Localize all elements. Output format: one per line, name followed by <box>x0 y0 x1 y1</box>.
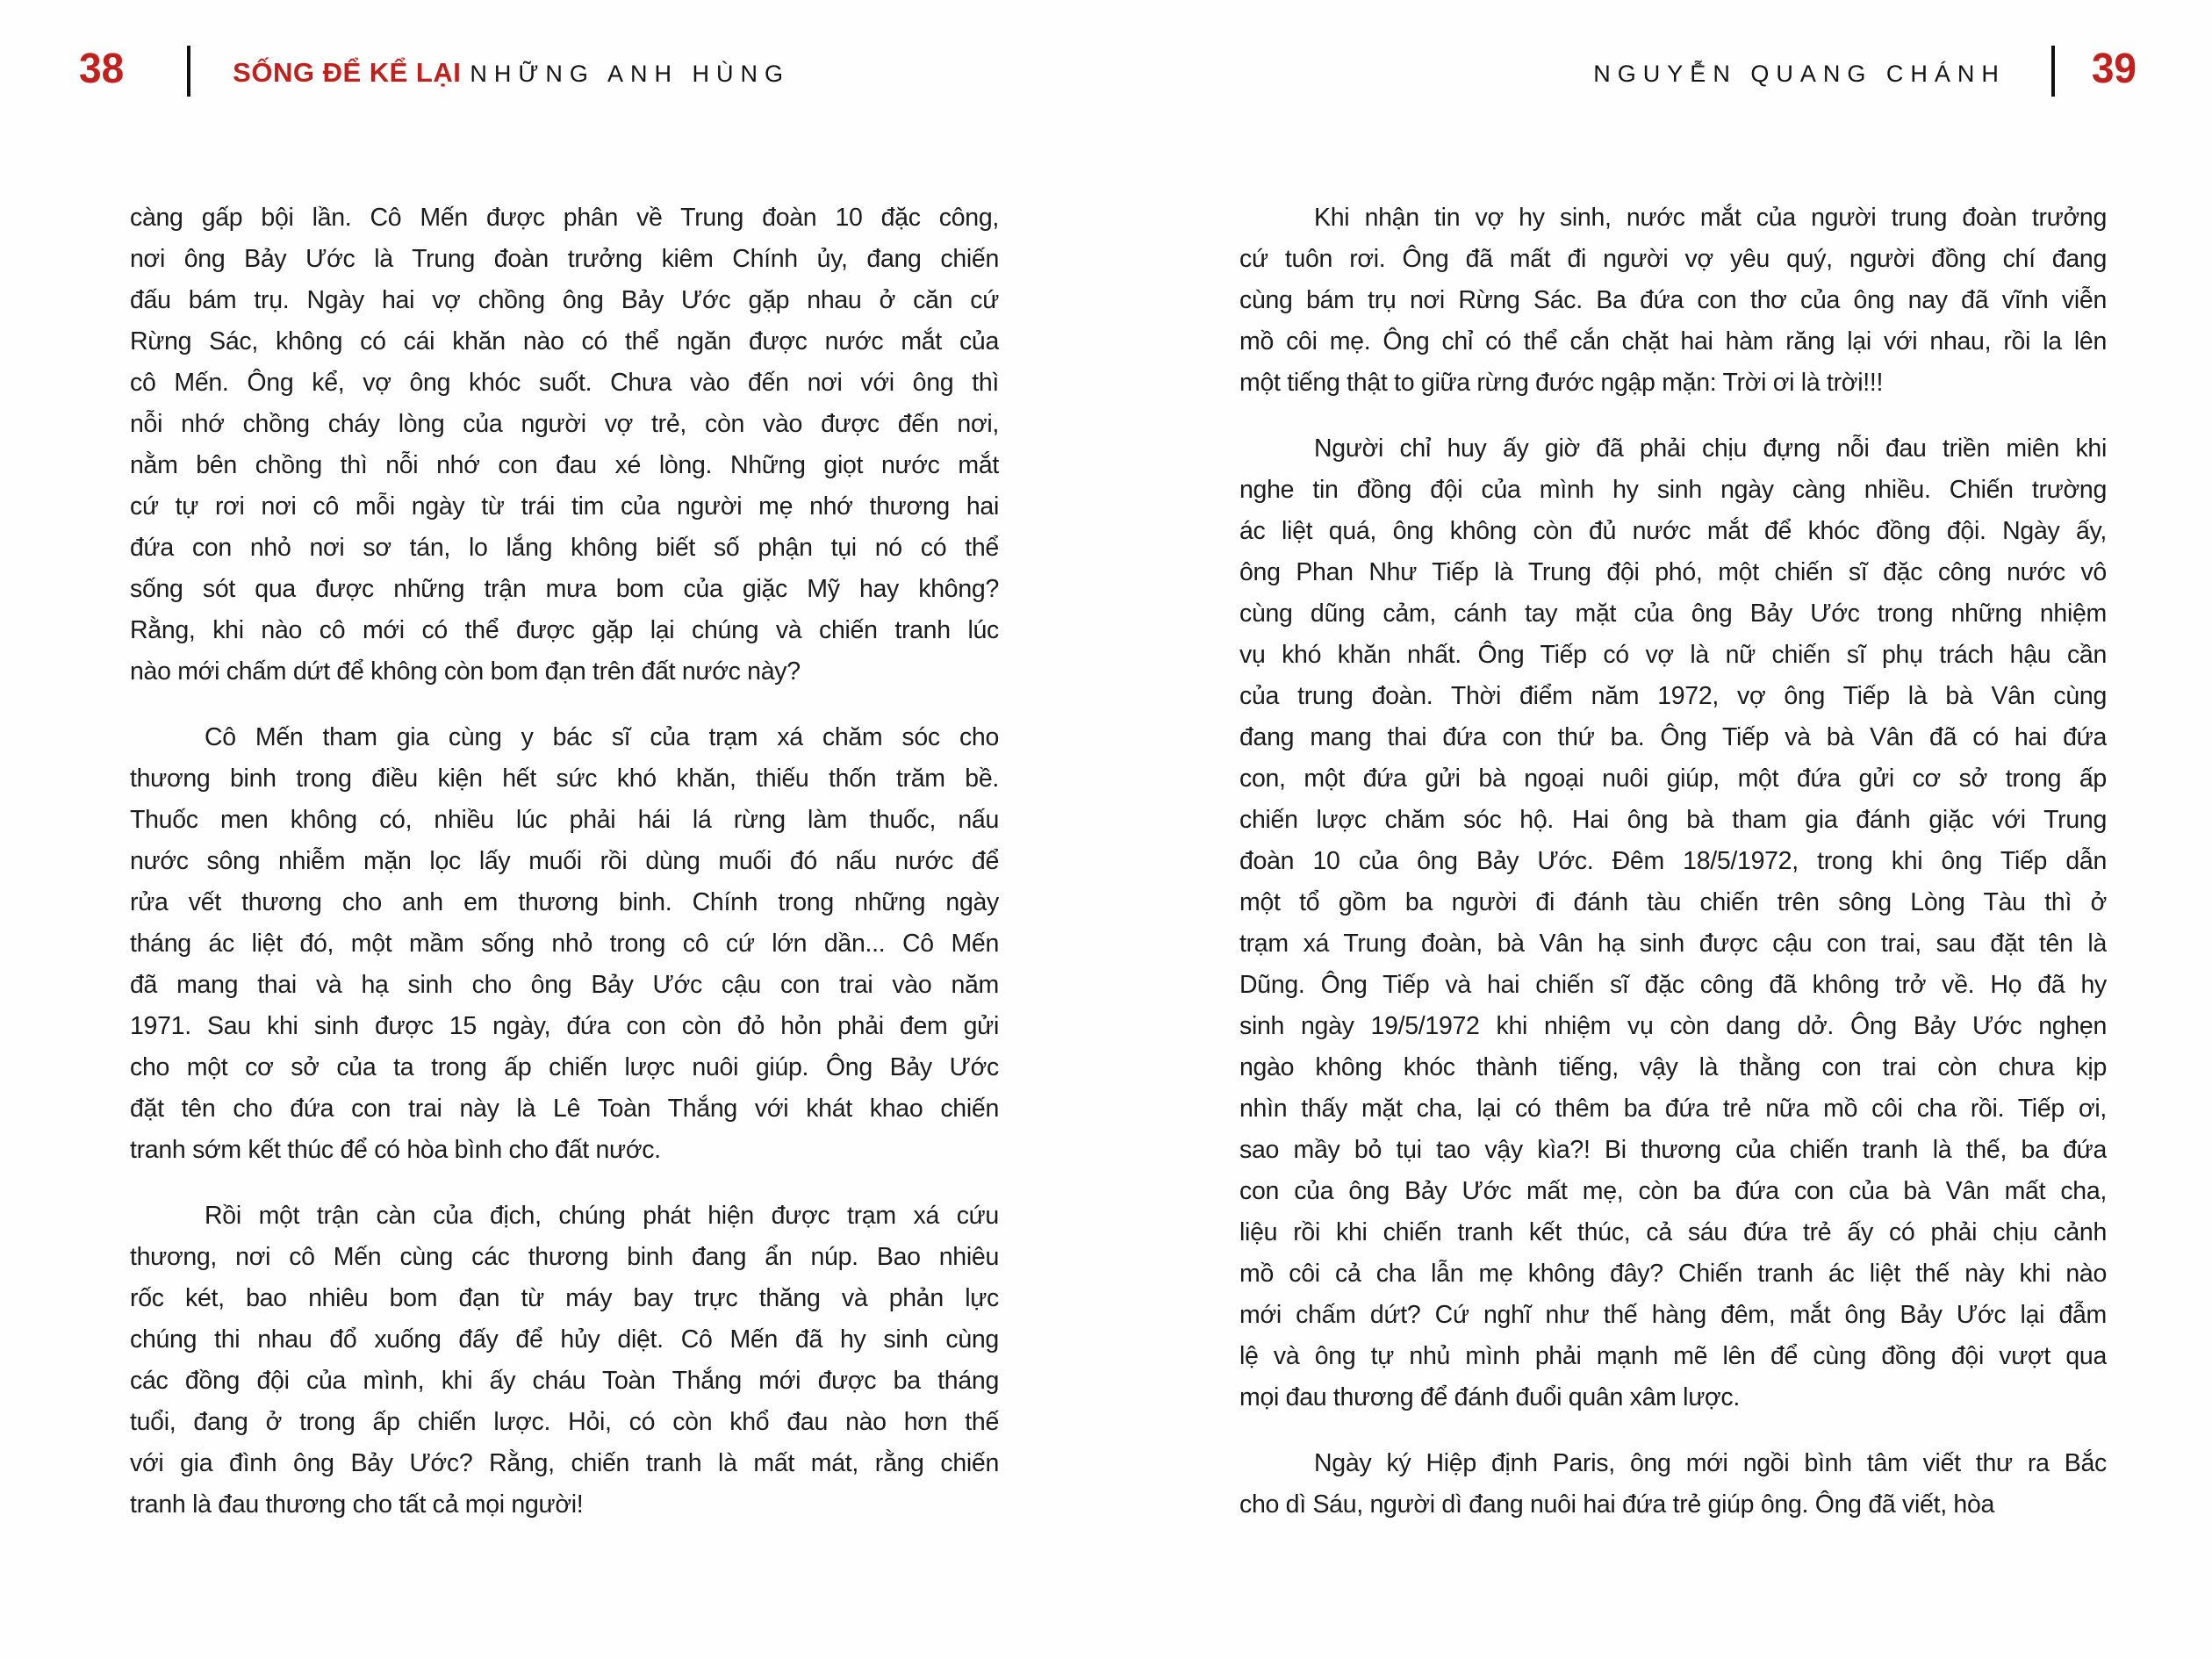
text-line: càng gấp bội lần. Cô Mến được phân về Trung đoàn 10 đặc công, <box>130 204 999 232</box>
text-line: đấu bám trụ. Ngày hai vợ chồng ông Bảy Ước gặp nhau ở căn cứ <box>130 286 999 314</box>
text-line: Rồi một trận càn của địch, chúng phát hiện được trạm xá cứu <box>205 1202 999 1230</box>
text-line: mọi đau thương để đánh đuổi quân xâm lược. <box>1239 1383 1740 1411</box>
left-header-rule <box>187 46 190 97</box>
text-line: tranh là đau thương cho tất cả mọi người! <box>130 1490 584 1519</box>
text-line: Cô Mến tham gia cùng y bác sĩ của trạm xá chăm sóc cho <box>205 723 999 751</box>
paragraph <box>130 717 999 1171</box>
text-line: nghe tin đồng đội của mình hy sinh ngày càng nhiều. Chiến trường <box>1239 476 2107 504</box>
left-running-head <box>79 44 790 95</box>
left-page-number: 38 <box>79 43 125 92</box>
text-line: cô Mến. Ông kể, vợ ông khóc suốt. Chưa vào đến nơi với ông thì <box>130 369 999 397</box>
text-line: Rằng, khi nào cô mới có thể được gặp lại chúng và chiến tranh lúc <box>130 616 999 644</box>
text-line: Thuốc men không có, nhiều lúc phải hái lá rừng làm thuốc, nấu <box>130 806 999 834</box>
text-line: Ngày ký Hiệp định Paris, ông mới ngồi bình tâm viết thư ra Bắc <box>1314 1449 2107 1477</box>
paragraph <box>1239 428 2107 1418</box>
paragraph <box>1239 1443 2107 1526</box>
text-line: thương binh trong điều kiện hết sức khó khăn, thiếu thốn trăm bề. <box>130 765 999 793</box>
text-line: tranh sớm kết thúc để có hòa bình cho đất nước. <box>130 1136 661 1164</box>
text-line: mới chấm dứt? Cứ nghĩ như thế hàng đêm, mắt ông Bảy Ước lại đẫm <box>1239 1301 2107 1329</box>
text-line: cứ tự rơi nơi cô mỗi ngày từ trái tim của người mẹ nhớ thương hai <box>130 492 999 521</box>
right-page-number: 39 <box>2091 43 2137 92</box>
text-line: thương, nơi cô Mến cùng các thương binh đang ẩn núp. Bao nhiêu <box>130 1243 999 1271</box>
text-line: cùng bám trụ nơi Rừng Sác. Ba đứa con thơ của ông nay đã vĩnh viễn <box>1239 286 2107 314</box>
text-line: cùng dũng cảm, cánh tay mặt của ông Bảy Ước trong những nhiệm <box>1239 600 2107 628</box>
text-line: cho dì Sáu, người dì đang nuôi hai đứa trẻ giúp ông. Ông đã viết, hòa <box>1239 1490 1995 1519</box>
text-line: với gia đình ông Bảy Ước? Rằng, chiến tranh là mất mát, rằng chiến <box>130 1449 999 1477</box>
text-line: rốc két, bao nhiêu bom đạn từ máy bay trực thăng và phản lực <box>130 1284 999 1312</box>
text-line: ngào không khóc thành tiếng, vậy là thằng con trai còn chưa kịp <box>1239 1053 2107 1081</box>
text-line: mồ côi cả cha lẫn mẹ không đây? Chiến tranh ác liệt thế này khi nào <box>1239 1260 2107 1288</box>
text-line: sống sót qua được những trận mưa bom của giặc Mỹ hay không? <box>130 575 999 603</box>
text-line: nơi ông Bảy Ước là Trung đoàn trưởng kiêm Chính ủy, đang chiến <box>130 245 999 273</box>
text-line: nỗi nhớ chồng cháy lòng của người vợ trẻ, còn vào được đến nơi, <box>130 410 999 438</box>
text-line: đã mang thai và hạ sinh cho ông Bảy Ước cậu con trai vào năm <box>130 971 999 999</box>
text-line: lệ và ông tự nhủ mình phải mạnh mẽ lên để cùng đồng đội vượt qua <box>1239 1342 2107 1370</box>
text-line: con, một đứa gửi bà ngoại nuôi giúp, một đứa gửi cơ sở trong ấp <box>1239 765 2107 793</box>
right-header-rule <box>2051 46 2055 97</box>
paragraph <box>130 198 999 693</box>
paragraph <box>130 1196 999 1526</box>
text-line: ác liệt quá, ông không còn đủ nước mắt để khóc đồng đội. Ngày ấy, <box>1239 517 2107 545</box>
text-line: Rừng Sác, không có cái khăn nào có thể ngăn được nước mắt của <box>130 327 999 356</box>
text-line: nhìn thấy mặt cha, lại có thêm ba đứa trẻ nữa mồ côi cha rồi. Tiếp ơi, <box>1239 1095 2107 1123</box>
text-line: rửa vết thương cho anh em thương binh. Chính trong những ngày <box>130 888 999 916</box>
text-line: tuổi, đang ở trong ấp chiến lược. Hỏi, có còn khổ đau nào hơn thế <box>130 1408 999 1436</box>
text-line: trạm xá Trung đoàn, bà Vân hạ sinh được cậu con trai, sau đặt tên là <box>1239 930 2107 958</box>
paragraph <box>1239 198 2107 404</box>
text-line: tháng ác liệt đó, một mầm sống nhỏ trong cô cứ lớn dần... Cô Mến <box>130 930 999 958</box>
text-line: con của ông Bảy Ước mất mẹ, còn ba đứa con của bà Vân mất cha, <box>1239 1177 2107 1205</box>
text-line: liệu rồi khi chiến tranh kết thúc, cả sáu đứa trẻ ấy có phải chịu cảnh <box>1239 1218 2107 1246</box>
text-line: Người chỉ huy ấy giờ đã phải chịu đựng nỗi đau triền miên khi <box>1314 434 2107 463</box>
author-name: NGUYỄN QUANG CHÁNH <box>1593 61 2006 87</box>
text-line: chúng thi nhau đổ xuống đấy để hủy diệt. Cô Mến đã hy sinh cùng <box>130 1325 999 1354</box>
left-page-text-column <box>130 198 999 1526</box>
text-line: cứ tuôn rơi. Ông đã mất đi người vợ yêu quý, người đồng chí đang <box>1239 245 2107 273</box>
text-line: sinh ngày 19/5/1972 khi nhiệm vụ còn dang dở. Ông Bảy Ước nghẹn <box>1239 1012 2107 1040</box>
text-line: ông Phan Như Tiếp là Trung đội phó, một chiến sĩ đặc công nước vô <box>1239 558 2107 586</box>
text-line: của trung đoàn. Thời điểm năm 1972, vợ ông Tiếp là bà Vân cùng <box>1239 682 2107 710</box>
book-title <box>233 57 790 89</box>
text-line: đoàn 10 của ông Bảy Ước. Đêm 18/5/1972, trong khi ông Tiếp dẫn <box>1239 847 2107 875</box>
text-line: Dũng. Ông Tiếp và hai chiến sĩ đặc công đã không trở về. Họ đã hy <box>1239 971 2107 999</box>
text-line: vụ khó khăn nhất. Ông Tiếp có vợ là nữ chiến sĩ phụ trách hậu cần <box>1239 641 2107 669</box>
book-title-black: NHỮNG ANH HÙNG <box>470 61 790 87</box>
text-line: một tiếng thật to giữa rừng đước ngập mặn: Trời ơi là trời!!! <box>1239 369 1884 397</box>
text-line: Khi nhận tin vợ hy sinh, nước mắt của người trung đoàn trưởng <box>1314 204 2107 232</box>
book-title-red: SỐNG ĐỂ KỂ LẠI <box>233 57 462 88</box>
text-line: sao mầy bỏ tụi tao vậy kìa?! Bi thương của chiến tranh là thế, ba đứa <box>1239 1136 2107 1164</box>
text-line: đặt tên cho đứa con trai này là Lê Toàn Thắng với khát khao chiến <box>130 1095 999 1123</box>
text-line: đang mang thai đứa con thứ ba. Ông Tiếp và bà Vân đã có hai đứa <box>1239 723 2107 751</box>
right-page-text-column <box>1239 198 2107 1526</box>
text-line: cho một cơ sở của ta trong ấp chiến lược nuôi giúp. Ông Bảy Ước <box>130 1053 999 1081</box>
text-line: mồ côi mẹ. Ông chỉ có thể cắn chặt hai hàm răng lại với nhau, rồi la lên <box>1239 327 2107 356</box>
text-line: nằm bên chồng thì nỗi nhớ con đau xé lòng. Những giọt nước mắt <box>130 451 999 479</box>
text-line: một tổ gồm ba người đi đánh tàu chiến trên sông Lòng Tàu thì ở <box>1239 888 2107 916</box>
text-line: nào mới chấm dứt để không còn bom đạn trên đất nước này? <box>130 657 801 686</box>
text-line: các đồng đội của mình, khi ấy cháu Toàn Thắng mới được ba tháng <box>130 1367 999 1395</box>
text-line: đứa con nhỏ nơi sơ tán, lo lắng không biết số phận tụi nó có thể <box>130 534 999 562</box>
text-line: chiến lược chăm sóc hộ. Hai ông bà tham gia đánh giặc với Trung <box>1239 806 2107 834</box>
text-line: nước sông nhiễm mặn lọc lấy muối rồi dùng muối đó nấu nước để <box>130 847 999 875</box>
text-line: 1971. Sau khi sinh được 15 ngày, đứa con còn đỏ hỏn phải đem gửi <box>130 1012 999 1040</box>
right-running-head <box>1593 44 2137 95</box>
